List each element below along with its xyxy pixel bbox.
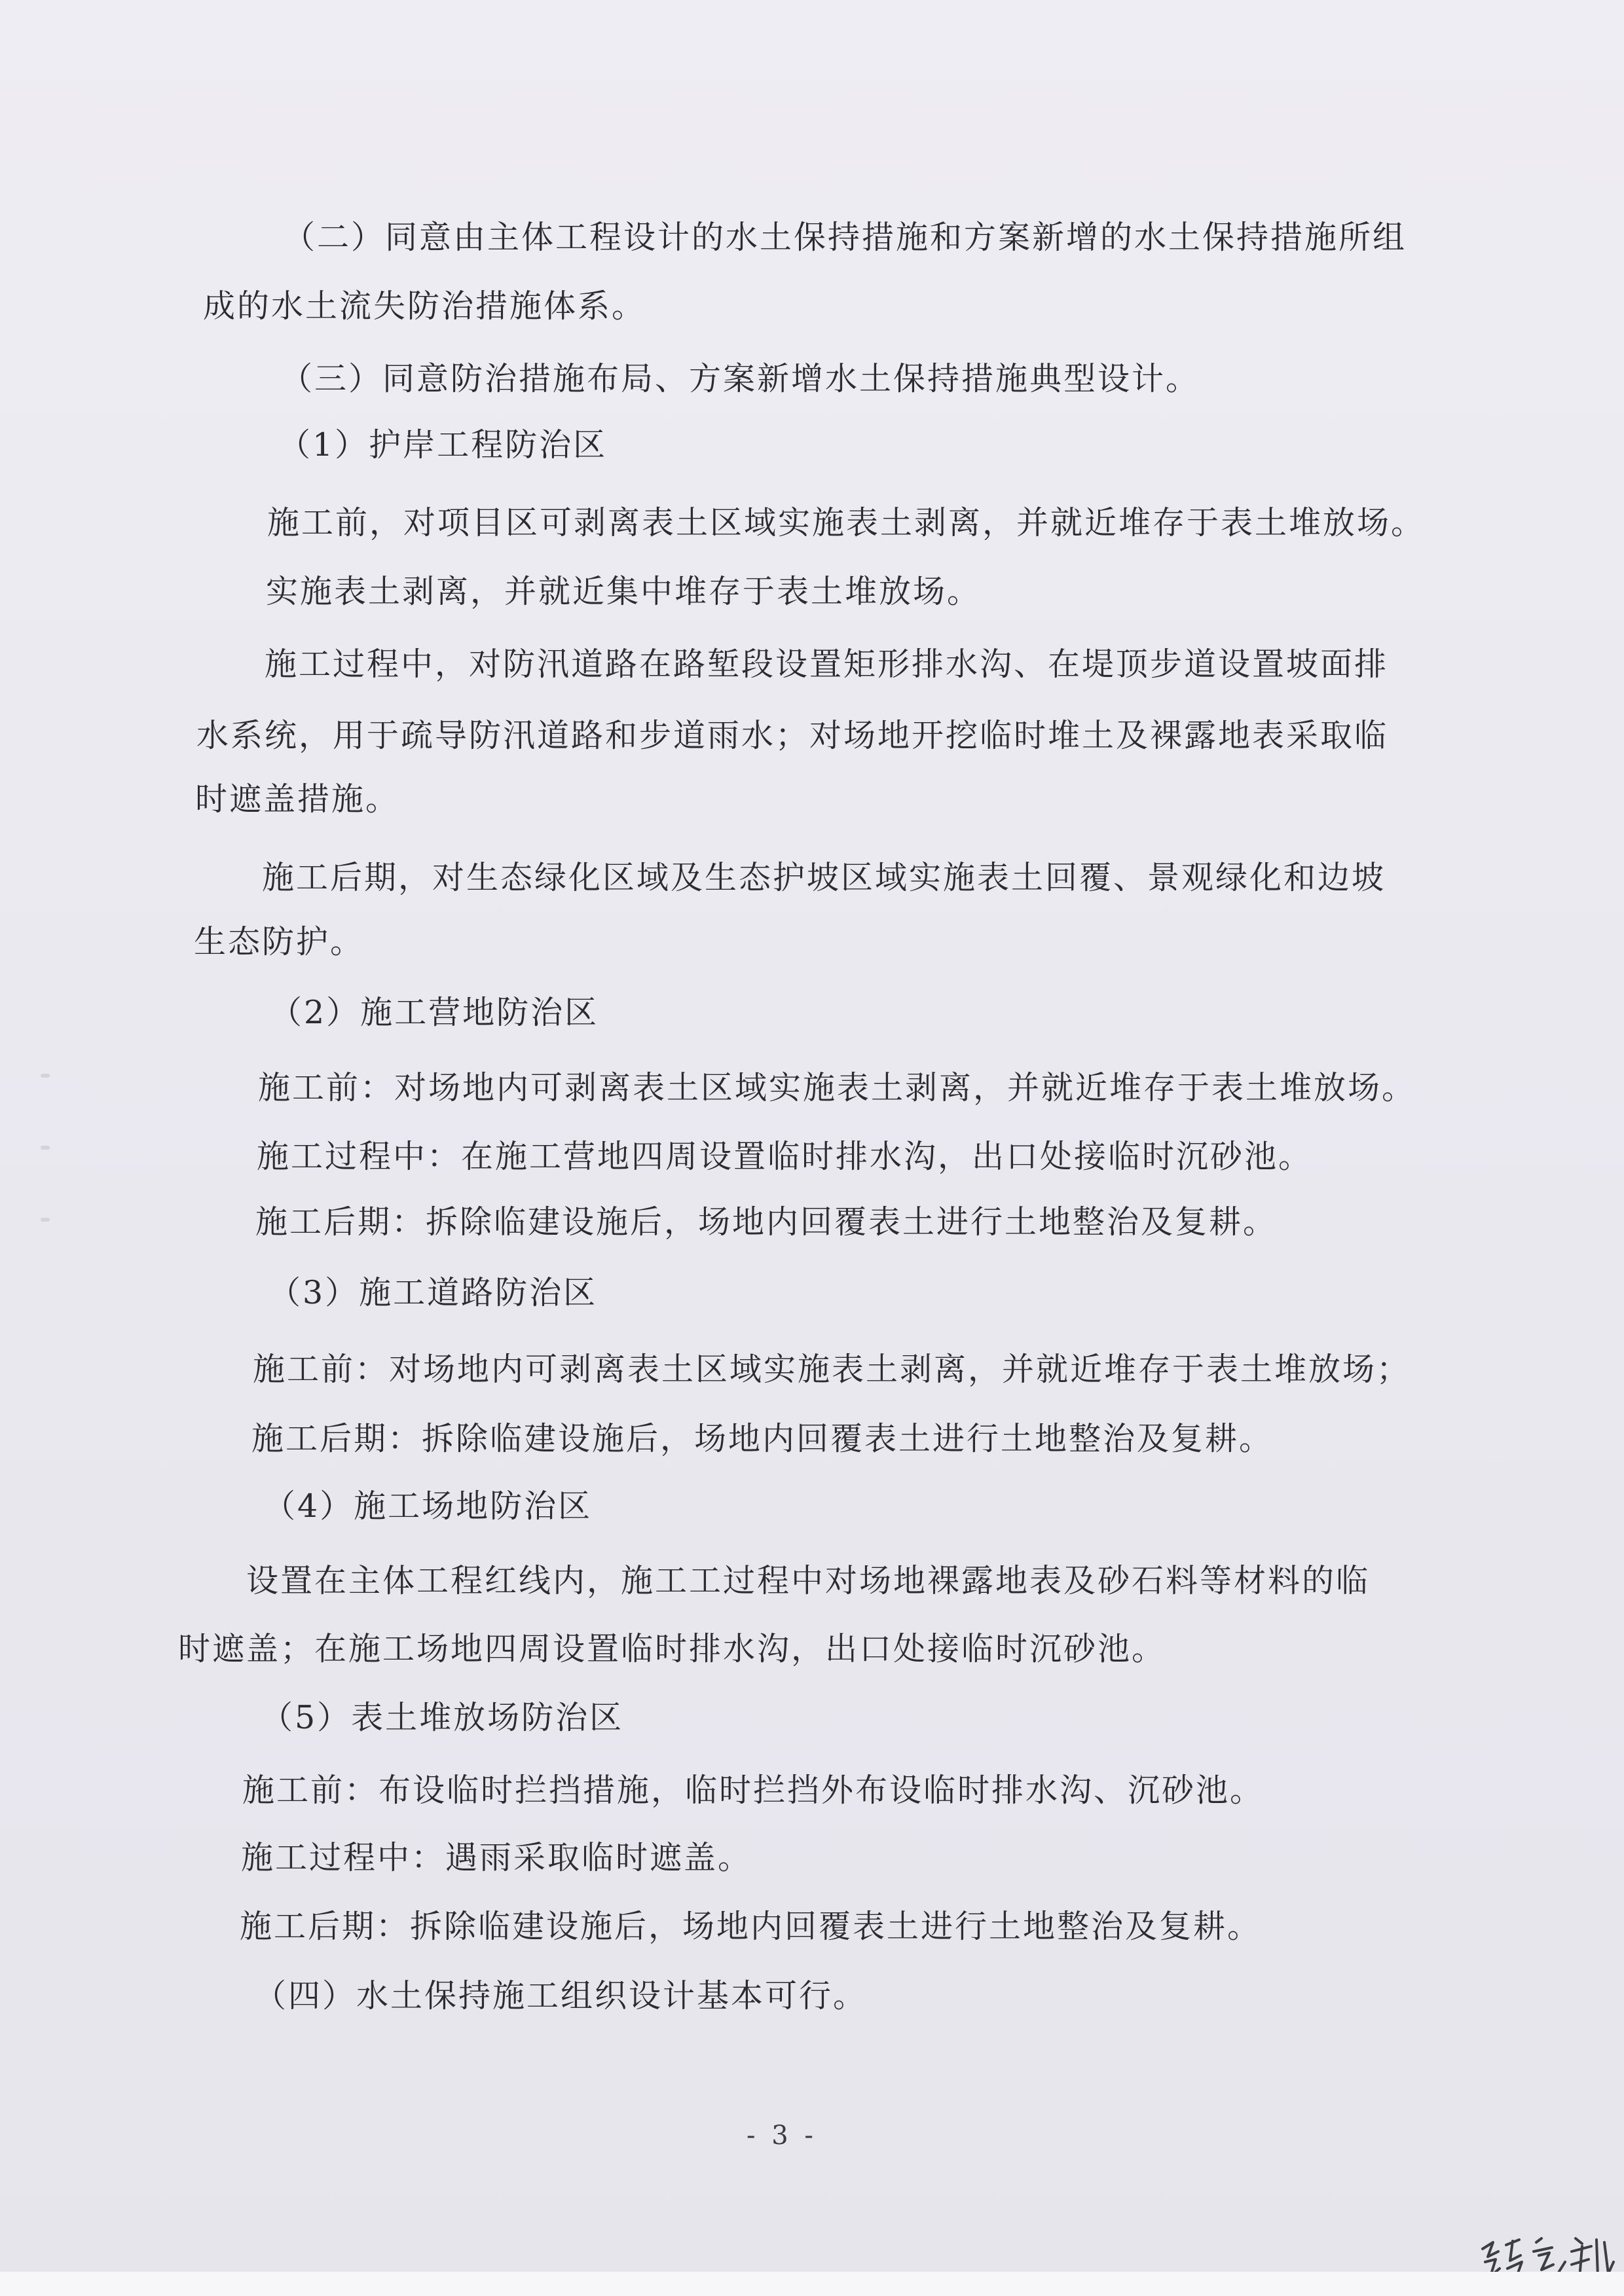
scanner-edge-strip <box>0 2272 1624 2296</box>
section-4-line-1: 设置在主体工程红线内，施工工过程中对场地裸露地表及砂石料等材料的临 <box>246 1562 1371 1599</box>
section-5-line-3: 施工后期：拆除临建设施后，场地内回覆表土进行土地整治及复耕。 <box>240 1908 1262 1945</box>
paragraph-3-heading: （三）同意防治措施布局、方案新增水土保持措施典型设计。 <box>280 360 1200 397</box>
section-5-line-2: 施工过程中：遇雨采取临时遮盖。 <box>241 1839 752 1876</box>
section-1-line-1: 施工前，对项目区可剥离表土区域实施表土剥离，并就近堆存于表土堆放场。 <box>267 504 1426 541</box>
section-1-heading: （1）护岸工程防治区 <box>278 426 608 464</box>
paragraph-4-heading: （四）水土保持施工组织设计基本可行。 <box>254 1977 868 2014</box>
section-2-line-2: 施工过程中：在施工营地四周设置临时排水沟，出口处接临时沉砂池。 <box>257 1138 1313 1175</box>
section-1-line-7: 生态防护。 <box>194 923 365 960</box>
section-5-heading: （5）表土堆放场防治区 <box>261 1699 624 1736</box>
section-3-line-1: 施工前：对场地内可剥离表土区域实施表土剥离，并就近堆存于表土堆放场； <box>253 1351 1411 1388</box>
page-number: - 3 - <box>747 2121 817 2151</box>
section-2-heading: （2）施工营地防治区 <box>270 994 599 1031</box>
section-1-line-3: 施工过程中，对防汛道路在路堑段设置矩形排水沟、在堤顶步道设置坡面排 <box>265 646 1389 683</box>
section-2-line-1: 施工前：对场地内可剥离表土区域实施表土剥离，并就近堆存于表土堆放场。 <box>258 1069 1416 1106</box>
paragraph-2-line-2: 成的水土流失防治措施体系。 <box>203 287 646 325</box>
section-4-line-2: 时遮盖；在施工场地四周设置临时排水沟，出口处接临时沉砂池。 <box>178 1630 1166 1667</box>
section-3-heading: （3）施工道路防治区 <box>268 1274 598 1311</box>
scan-artifact-mark <box>41 1218 50 1222</box>
paragraph-2-line-1: （二）同意由主体工程设计的水土保持措施和方案新增的水土保持措施所组 <box>283 219 1407 256</box>
section-1-line-5: 时遮盖措施。 <box>195 780 400 818</box>
scan-artifact-mark <box>41 1146 50 1150</box>
section-5-line-1: 施工前：布设临时拦挡措施，临时拦挡外布设临时排水沟、沉砂池。 <box>242 1772 1264 1809</box>
section-1-line-4: 水系统，用于疏导防汛道路和步道雨水；对场地开挖临时堆土及裸露地表采取临 <box>196 717 1389 754</box>
section-1-line-2: 实施表土剥离，并就近集中堆存于表土堆放场。 <box>266 573 982 610</box>
section-4-heading: （4）施工场地防治区 <box>263 1487 593 1525</box>
scan-artifact-mark <box>41 1074 50 1078</box>
section-2-line-3: 施工后期：拆除临建设施后，场地内回覆表土进行土地整治及复耕。 <box>255 1203 1278 1241</box>
section-1-line-6: 施工后期，对生态绿化区域及生态护坡区域实施表土回覆、景观绿化和边坡 <box>262 859 1386 896</box>
section-3-line-2: 施工后期：拆除临建设施后，场地内回覆表土进行土地整治及复耕。 <box>251 1420 1274 1457</box>
